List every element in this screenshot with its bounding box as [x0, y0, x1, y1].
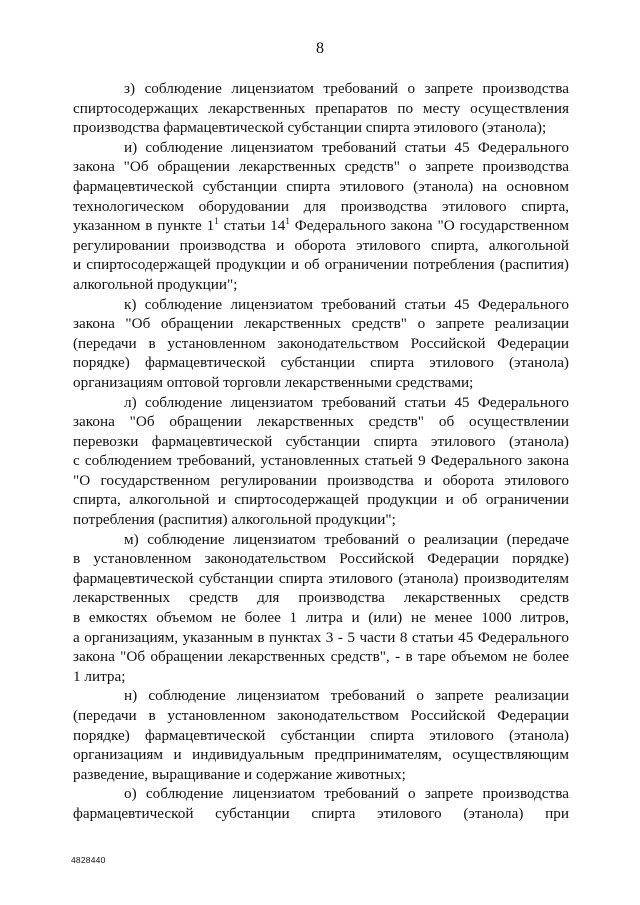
text-line: закона "Об обращении лекарственных средств" об осуществлении — [73, 413, 569, 431]
text-line: с соблюдением требований, установленных статьей 9 Федерального закона — [73, 452, 569, 470]
paragraph — [73, 784, 569, 823]
superscript: 1 — [285, 216, 290, 227]
paragraph — [73, 393, 569, 530]
superscript: 1 — [214, 216, 219, 227]
text-line: в емкостях объемом не более 1 литра и (или) не менее 1000 литров, — [73, 609, 569, 627]
text-line: о) соблюдение лицензиатом требований о запрете производства — [124, 785, 569, 803]
text-line: перевозки фармацевтической субстанции спирта этилового (этанола) — [73, 432, 569, 450]
text-line — [73, 216, 569, 236]
text-line: (передачи в установленном законодательством Российской Федерации — [73, 707, 569, 724]
paragraph — [73, 686, 569, 784]
text-line: 1 литра; — [73, 667, 126, 685]
text-line: производства фармацевтической субстанции спирта этилового (этанола); — [73, 119, 547, 137]
paragraph — [73, 138, 569, 295]
text-line: и) соблюдение лицензиатом требований статьи 45 Федерального — [124, 138, 569, 156]
text-line: фармацевтической субстанции спирта этилового (этанола) при — [73, 804, 569, 822]
text-line: регулировании производства и оборота этилового спирта, алкогольной — [73, 236, 569, 254]
text-line: технологическом оборудовании для производства этилового спирта, — [73, 197, 569, 215]
text-line: (передачи в установленном законодательством Российской Федерации — [73, 334, 569, 352]
document-code: 4828440 — [71, 855, 106, 865]
text-fragment: указанном в пункте 1 — [73, 217, 215, 235]
document-body — [73, 79, 569, 824]
text-line: фармацевтической субстанции спирта этилового (этанола) на основном — [73, 177, 569, 195]
text-line: закона "Об обращении лекарственных средств", - в таре объемом не более — [73, 648, 569, 666]
text-line: алкогольной продукции"; — [73, 275, 238, 293]
text-line: закона "Об обращении лекарственных средств" о запрете реализации — [73, 315, 569, 333]
text-line: а организациям, указанным в пунктах 3 - 5 части 8 статьи 45 Федерального — [73, 628, 569, 646]
text-line: лекарственных средств для производства лекарственных средств — [73, 589, 569, 607]
text-line: л) соблюдение лицензиатом требований статьи 45 Федерального — [124, 393, 569, 411]
paragraph — [73, 79, 569, 138]
text-line: н) соблюдение лицензиатом требований о запрете реализации — [124, 687, 569, 705]
text-line: порядке) фармацевтической субстанции спирта этилового (этанола) — [73, 726, 569, 744]
text-line: закона "Об обращении лекарственных средств" о запрете производства — [73, 158, 569, 176]
text-line: разведение, выращивание и содержание животных; — [73, 765, 406, 783]
paragraph — [73, 295, 569, 393]
text-line: фармацевтической субстанции спирта этилового (этанола) производителям — [73, 569, 569, 587]
text-fragment: статьи 14 — [218, 217, 286, 235]
page-number: 8 — [316, 40, 324, 57]
text-line: спиртосодержащих лекарственных препаратов по месту осуществления — [73, 99, 569, 117]
text-line: организациям и индивидуальным предпринимателям, осуществляющим — [73, 746, 569, 764]
text-line: спирта, алкогольной и спиртосодержащей продукции и об ограничении — [73, 491, 569, 509]
text-fragment: Федерального закона "О государственном — [289, 217, 569, 235]
text-line: к) соблюдение лицензиатом требований статьи 45 Федерального — [124, 295, 569, 313]
text-line: порядке) фармацевтической субстанции спирта этилового (этанола) — [73, 354, 569, 372]
text-line: м) соблюдение лицензиатом требований о реализации (передаче — [124, 530, 569, 548]
text-line: и спиртосодержащей продукции и об ограничении потребления (распития) — [73, 256, 569, 274]
text-line: в установленном законодательством Российской Федерации порядке) — [73, 550, 569, 568]
text-line: организациям оптовой торговли лекарственными средствами; — [73, 373, 474, 391]
text-line: з) соблюдение лицензиатом требований о запрете производства — [124, 80, 569, 97]
paragraph — [73, 530, 569, 687]
text-line: "О государственном регулировании производства и оборота этилового — [73, 471, 569, 489]
text-line: потребления (распития) алкогольной продукции"; — [73, 511, 396, 529]
